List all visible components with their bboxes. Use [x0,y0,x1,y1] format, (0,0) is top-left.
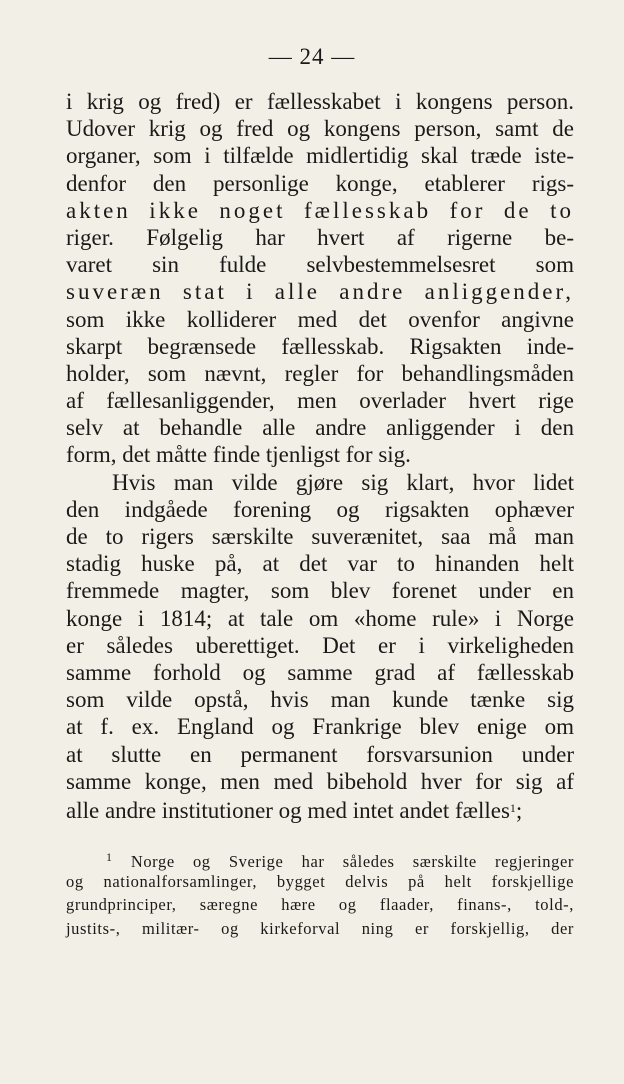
body-line: skarpt begrænsede fællesskab. Rigsakten inde- [66,333,574,359]
body-line: organer, som i tilfælde midlertidig skal træde iste- [66,143,574,169]
body-line: at f. ex. England og Frankrige blev enige om [66,714,574,740]
body-line: den indgåede forening og rigsakten ophæver [66,496,574,522]
body-line: akten ikke noget fællesskab for de to [66,197,574,223]
body-line: at slutte en permanent forsvarsunion under [66,741,574,767]
body-line: Udover krig og fred og kongens person, samt de [66,116,574,142]
body-line: stadig huske på, at det var to hinanden helt [66,551,574,577]
footnote-line: og nationalforsamlinger, bygget delvis på helt forskjellige [66,871,574,891]
body-line: selv at behandle alle andre anliggender i den [66,415,574,441]
body-line: er således uberettiget. Det er i virkeligheden [66,632,574,658]
body-line-text: alle andre institutioner og med intet andet fælles [66,797,510,823]
footnote-line [66,846,574,870]
body-line: holder, som nævnt, regler for behandlingsmåden [66,360,574,386]
footnote [66,846,574,940]
body-line: suveræn stat i alle andre anliggender, [66,279,574,305]
footnote-line-text: Norge og Sverige har således særskilte regjeringer [130,852,574,871]
body-last-line [66,795,574,822]
body-line: Hvis man vilde gjøre sig klart, hvor lidet [112,469,574,495]
body-line: som vilde opstå, hvis man kunde tænke sig [66,687,574,713]
body-line: de to rigers særskilte suverænitet, saa må man [66,524,574,549]
body-line: samme konge, men med bibehold hver for sig af [66,768,574,794]
body-line: riger. Følgelig har hvert af rigerne be- [66,224,574,250]
body-line: som ikke kolliderer med det ovenfor angivne [66,306,574,332]
body-line: i krig og fred) er fællesskabet i kongens person. [66,89,574,114]
body-line: konge i 1814; at tale om «home rule» i Norge [66,605,574,631]
body-line: samme forhold og samme grad af fællesskab [66,659,574,685]
body-line: fremmede magter, som blev forenet under en [66,578,574,604]
body-last-suffix: ; [515,797,523,823]
body-line: af fællesanliggender, men overlader hvert rige [66,388,574,414]
footnote-line: grundprinciper, særegne hære og flaader, finans-, told-, [66,895,574,915]
body-line: form, det måtte finde tjenligst for sig. [66,442,411,468]
body-text [66,88,574,822]
footnote-ref: 1 [509,800,516,815]
body-line: denfor den personlige konge, etablerer rigs- [66,170,574,196]
body-line: varet sin fulde selvbestemmelsesret som [66,252,574,278]
page-number: — 24 — [268,44,356,69]
footnote-line: justits-, militær- og kirkeforval ning er forskjellig, der [66,918,574,938]
footnote-marker: 1 [106,850,113,864]
